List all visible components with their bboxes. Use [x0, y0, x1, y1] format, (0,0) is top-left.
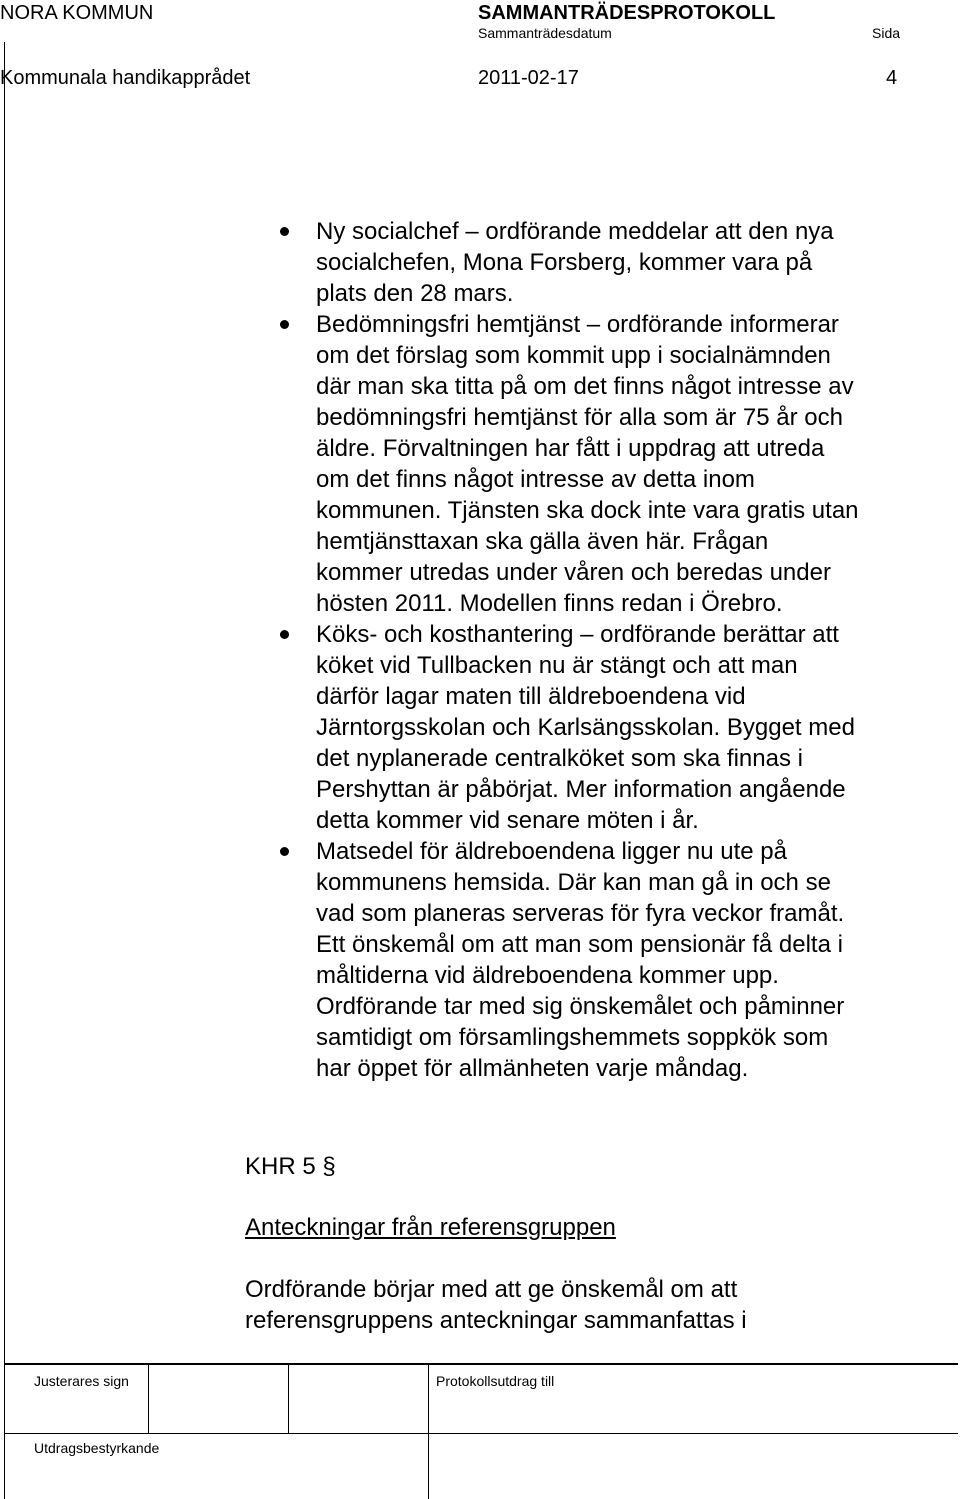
bullet-line: detta kommer vid senare möten i år.	[316, 807, 699, 834]
page-number: 4	[886, 67, 898, 89]
footer-divider	[148, 1363, 149, 1433]
bullet-line: äldre. Förvaltningen har fått i uppdrag att utreda	[316, 435, 825, 462]
left-margin-line	[4, 42, 5, 1499]
bullet-item	[273, 216, 943, 309]
date-label: Sammanträdesdatum	[478, 25, 612, 41]
bullet-line: Köks- och kosthantering – ordförande berättar att	[316, 621, 839, 648]
bullet-line: kommunen. Tjänsten ska dock inte vara gratis utan	[316, 497, 859, 524]
bullet-line: kommunens hemsida. Där kan man gå in och se	[316, 869, 831, 896]
footer-middle-border	[4, 1433, 958, 1434]
bullet-line: kommer utredas under våren och beredas under	[316, 559, 831, 586]
bullet-line: Ny socialchef – ordförande meddelar att den nya	[316, 218, 834, 245]
bullet-line: om det förslag som kommit upp i socialnämnden	[316, 342, 831, 369]
document-type: SAMMANTRÄDESPROTOKOLL	[478, 2, 776, 24]
bullet-list	[273, 216, 943, 1084]
bullet-line: samtidigt om församlingshemmets soppkök som	[316, 1024, 829, 1051]
signature-footer	[4, 1363, 958, 1499]
utdragsbestyrkande-label: Utdragsbestyrkande	[34, 1440, 160, 1456]
footer-left-border	[4, 1363, 5, 1499]
bullet-line: köket vid Tullbacken nu är stängt och att man	[316, 652, 798, 679]
protokollsutdrag-label: Protokollsutdrag till	[436, 1373, 555, 1389]
footer-divider	[288, 1363, 289, 1433]
bullet-item	[273, 836, 943, 1084]
bullet-line: Ett önskemål om att man som pensionär få delta i	[316, 931, 843, 958]
bullet-icon	[280, 320, 289, 329]
bullet-line: hemtjänsttaxan ska gälla även här. Frågan	[316, 528, 769, 555]
org-name: NORA KOMMUN	[0, 2, 154, 24]
bullet-icon	[280, 227, 289, 236]
section-body-line: referensgruppens anteckningar sammanfattas i	[245, 1307, 747, 1334]
bullet-line: plats den 28 mars.	[316, 280, 514, 307]
bullet-line: måltiderna vid äldreboendena kommer upp.	[316, 962, 779, 989]
bullet-item	[273, 619, 943, 836]
bullet-line: Järntorgsskolan och Karlsängsskolan. Bygget med	[316, 714, 855, 741]
justerares-sign-label: Justerares sign	[34, 1373, 129, 1389]
bullet-line: har öppet för allmänheten varje måndag.	[316, 1055, 749, 1082]
bullet-icon	[280, 847, 289, 856]
bullet-line: hösten 2011. Modellen finns redan i Örebro.	[316, 590, 783, 617]
meeting-date: 2011-02-17	[478, 67, 579, 89]
section-body	[245, 1274, 945, 1336]
bullet-line: därför lagar maten till äldreboendena vid	[316, 683, 746, 710]
section-number: KHR 5 §	[245, 1153, 336, 1180]
bullet-line: Bedömningsfri hemtjänst – ordförande informerar	[316, 311, 839, 338]
bullet-line: socialchefen, Mona Forsberg, kommer vara på	[316, 249, 813, 276]
bullet-item	[273, 309, 943, 619]
footer-divider	[428, 1363, 429, 1499]
section-heading: Anteckningar från referensgruppen	[245, 1214, 616, 1241]
bullet-line: det nyplanerade centralköket som ska finnas i	[316, 745, 803, 772]
bullet-line: om det finns något intresse av detta inom	[316, 466, 755, 493]
bullet-line: Pershyttan är påbörjat. Mer information angående	[316, 776, 846, 803]
bullet-icon	[280, 630, 289, 639]
bullet-line: Ordförande tar med sig önskemålet och påminner	[316, 993, 845, 1020]
committee-name: Kommunala handikapprådet	[0, 67, 251, 89]
bullet-line: Matsedel för äldreboendena ligger nu ute på	[316, 838, 787, 865]
bullet-line: där man ska titta på om det finns något intresse av	[316, 373, 854, 400]
page-label: Sida	[872, 25, 901, 41]
section-body-line: Ordförande börjar med att ge önskemål om att	[245, 1276, 738, 1303]
bullet-line: bedömningsfri hemtjänst för alla som är 75 år och	[316, 404, 843, 431]
bullet-line: vad som planeras serveras för fyra veckor framåt.	[316, 900, 845, 927]
